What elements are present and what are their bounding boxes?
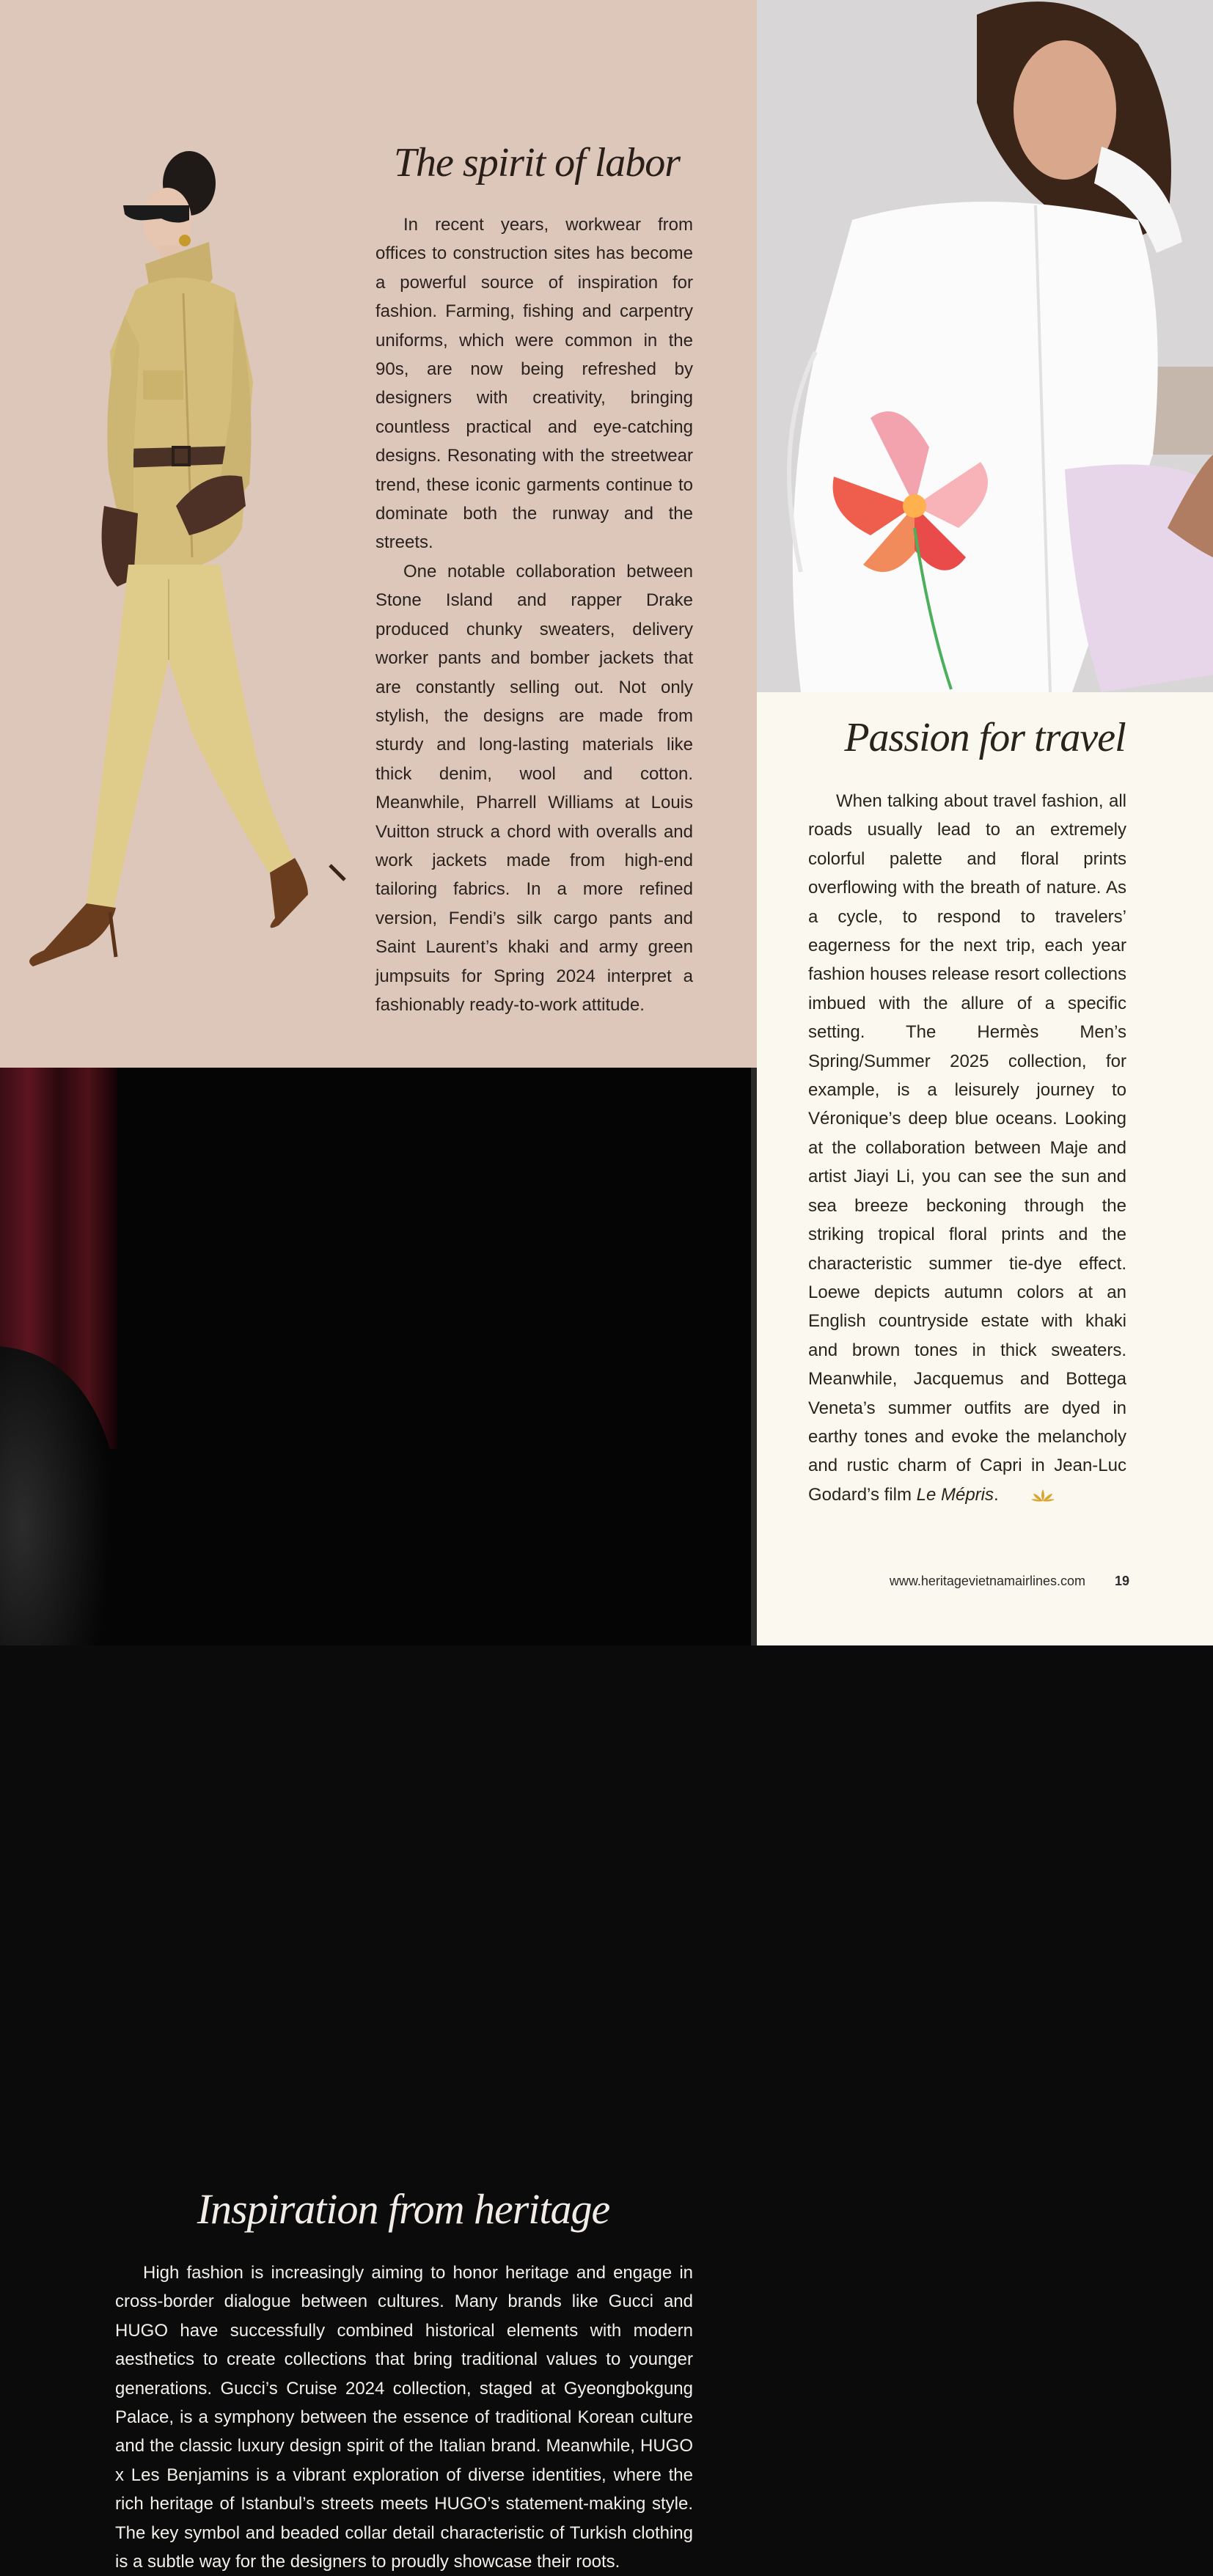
travel-heading: Passion for travel (844, 715, 1126, 760)
lotus-icon (1003, 1483, 1055, 1511)
labor-section (0, 0, 757, 1068)
travel-article (808, 787, 1126, 1511)
model-floral-shirt-photo (757, 0, 1213, 692)
heritage-curtain-photo (0, 1068, 117, 1645)
labor-paragraph: In recent years, workwear from offices to construction sites has become a powerful source of inspiration for fashion. Farming, fishing and carpentry uniforms, which were common in the 90s, are now being refreshed by designers with creativity, bringing countless practical and eye-catching designs. Resonating with the streetwear trend, these iconic garments continue to dominate both the runway and the streets. (375, 215, 693, 553)
travel-paragraph-text: When talking about travel fashion, all roads usually lead to an extremely colorful palette and floral prints overflowing with the breath of nature. As a cycle, to respond to travelers’ eagerness for the next trip, each year fashion houses release resort collections imbued with the allure of a specific setting. The Hermès Men’s Spring/Summer 2025 collection, for example, is a leisurely journey to Véronique’s deep blue oceans. Looking at the collaboration between Maje and artist Jiayi Li, you can see the sun and sea breeze beckoning through the striking tropical floral prints and the characteristic summer tie-dye effect. Loewe depicts autumn colors at an English countryside estate with khaki and brown tones in thick sweaters. Meanwhile, Jacquemus and Bottega Veneta’s summer outfits are dyed in earthy tones and evoke the melancholy and rustic charm of Capri in Jean-Luc Godard’s film (808, 791, 1126, 1505)
end-mark: . (994, 1484, 999, 1505)
heritage-heading: Inspiration from heritage (197, 2185, 610, 2233)
travel-paragraph (808, 787, 1126, 1511)
labor-heading: The spirit of labor (393, 140, 681, 186)
model-workwear-photo (0, 0, 367, 997)
footer-url-link[interactable]: www.heritagevietnamairlines.com (889, 1574, 1085, 1588)
labor-article (375, 210, 693, 1019)
column-divider (751, 1068, 757, 1645)
heritage-paragraph: High fashion is increasingly aiming to honor heritage and engage in cross-border dialogue between cultures. Many brands like Gucci and HUGO have successfully combined historical elements with modern aesthetics to create collections that bring traditional values to younger generations. Gucci’s Cruise 2024 collection, staged at Gyeongbokgung Palace, is a symphony between the essence of traditional Korean culture and the classic luxury design spirit of the Italian brand. Meanwhile, HUGO x Les Benjamins is a vibrant exploration of diverse identities, where the rich heritage of Istanbul’s streets meets HUGO’s statement-making style. The key symbol and beaded collar detail characteristic of Turkish clothing is a subtle way for the designers to proudly showcase their roots. (115, 2263, 693, 2572)
labor-paragraph: One notable collaboration between Stone Island and rapper Drake produced chunky sweaters, delivery worker pants and bomber jackets that are constantly selling out. Not only stylish, the designs are made from sturdy and long-lasting materials like thick denim, wool and cotton. Meanwhile, Pharrell Williams at Louis Vuitton struck a chord with overalls and work jackets made from high-end tailoring fabrics. In a more refined version, Fendi’s silk cargo pants and Saint Laurent’s khaki and army green jumpsuits for Spring 2024 interpret a fashionably ready-to-work attitude. (375, 561, 693, 1015)
floral-shirt-illustration (757, 0, 1213, 692)
page-number: 19 (1114, 1574, 1129, 1588)
heritage-article (115, 2258, 693, 2576)
film-title: Le Mépris (916, 1484, 994, 1505)
heritage-section (0, 1068, 757, 2572)
